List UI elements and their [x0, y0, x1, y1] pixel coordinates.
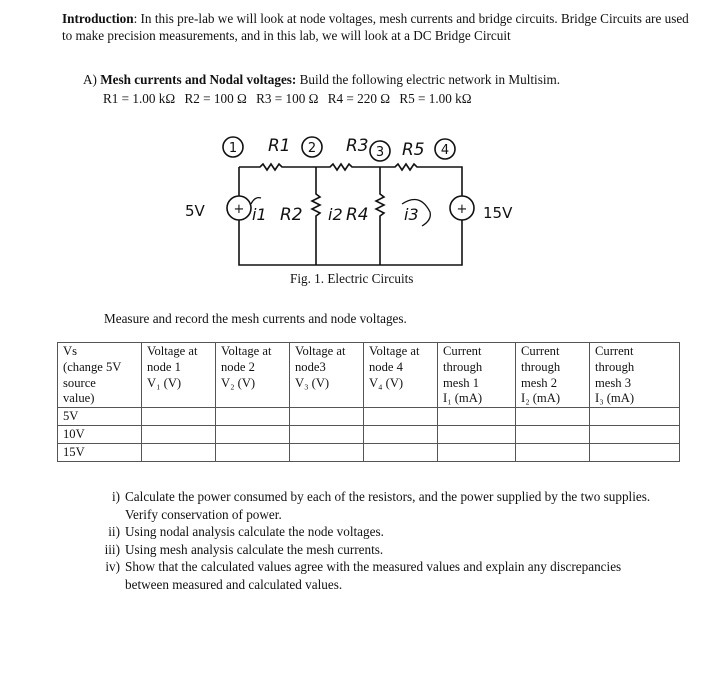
section-a-text: Build the following electric network in Multisim. — [296, 72, 561, 87]
question-number: ii) — [108, 524, 120, 539]
source-5v-label: 5V — [185, 202, 205, 220]
svg-text:1: 1 — [228, 141, 238, 156]
source-5v — [227, 196, 251, 220]
introduction-text: : In this pre-lab we will look at node voltages, mesh currents and bridge circuits. Bridge Circuits are used to make precision measurements, and in this lab, we will look at a DC Bridge Circuit — [62, 11, 689, 43]
introduction-paragraph — [62, 10, 702, 44]
svg-text:3: 3 — [375, 145, 385, 160]
header-v2: Voltage at node 2 V₂ (V) — [216, 343, 290, 408]
resistor-r4 — [376, 167, 384, 265]
resistor-label-r4: R4 — [346, 205, 369, 225]
header-i1: Current through mesh 1 I₁ (mA) — [438, 343, 516, 408]
section-a-heading — [83, 71, 703, 88]
header-v3: Voltage at node3 V₃ (V) — [290, 343, 364, 408]
row-label: 5V — [58, 408, 142, 426]
question-text: Using nodal analysis calculate the node voltages. — [125, 524, 384, 539]
mesh-label-i2: i2 — [328, 205, 343, 224]
resistor-label-r5: R5 — [402, 140, 425, 160]
measure-instruction: Measure and record the mesh currents and node voltages. — [104, 311, 407, 326]
figure-caption: Fig. 1. Electric Circuits — [290, 271, 414, 286]
header-v4: Voltage at node 4 V₄ (V) — [364, 343, 438, 408]
list-item — [86, 488, 666, 523]
mesh-arrow-i1 — [251, 198, 261, 204]
question-text: Using mesh analysis calculate the mesh currents. — [125, 541, 384, 557]
header-i2: Current through mesh 2 I₂ (mA) — [516, 343, 590, 408]
top-wire — [239, 164, 462, 196]
node-1 — [223, 137, 243, 157]
row-label: 15V — [58, 443, 142, 461]
mesh-label-i3: i3 — [404, 205, 419, 224]
section-a-prefix: A) — [83, 72, 101, 87]
mesh-label-i1: i1 — [252, 205, 267, 224]
resistor-label-r3: R3 — [346, 136, 369, 156]
resistor-value: R4 = 220 Ω — [327, 91, 391, 106]
question-list — [86, 488, 666, 593]
question-text: Show that the calculated values agree with the measured values and explain any discrepancies between measured and calculated values. — [125, 559, 622, 592]
header-vs: Vs (change 5V source value) — [58, 343, 142, 408]
resistor-label-r2: R2 — [280, 205, 303, 225]
source-15v — [450, 196, 474, 220]
resistor-r2 — [312, 167, 320, 265]
question-number: i) — [111, 489, 120, 504]
resistor-value: R5 = 1.00 kΩ — [399, 91, 472, 106]
section-a-title: Mesh currents and Nodal voltages: — [100, 72, 297, 87]
svg-text:+: + — [456, 202, 468, 217]
question-number: iv) — [105, 559, 120, 574]
node-4 — [435, 139, 455, 159]
question-number: iii) — [104, 541, 120, 557]
measurement-table — [57, 342, 680, 462]
table-row — [58, 425, 680, 443]
list-item — [86, 523, 666, 541]
node-2 — [302, 137, 322, 157]
resistor-values — [103, 90, 478, 107]
resistor-value: R2 = 100 Ω — [184, 91, 247, 106]
header-v1: Voltage at node 1 V₁ (V) — [142, 343, 216, 408]
table-row — [58, 443, 680, 461]
resistor-value: R1 = 1.00 kΩ — [103, 91, 176, 106]
introduction-label: Introduction — [62, 11, 134, 26]
resistor-value: R3 = 100 Ω — [256, 91, 319, 106]
source-15v-label: 15V — [483, 204, 513, 222]
list-item — [86, 558, 666, 593]
table-row — [58, 408, 680, 426]
table-header-row — [58, 343, 680, 408]
question-text: Calculate the power consumed by each of the resistors, and the power supplied by the two supplies. Verify conservation of power. — [125, 489, 651, 522]
row-label: 10V — [58, 425, 142, 443]
svg-text:4: 4 — [440, 143, 450, 158]
svg-text:+: + — [233, 202, 245, 217]
circuit-diagram — [180, 134, 550, 270]
resistor-label-r1: R1 — [268, 136, 291, 156]
list-item — [86, 541, 666, 559]
header-i3: Current through mesh 3 I₃ (mA) — [590, 343, 680, 408]
node-3 — [370, 141, 390, 161]
svg-text:2: 2 — [307, 141, 317, 156]
